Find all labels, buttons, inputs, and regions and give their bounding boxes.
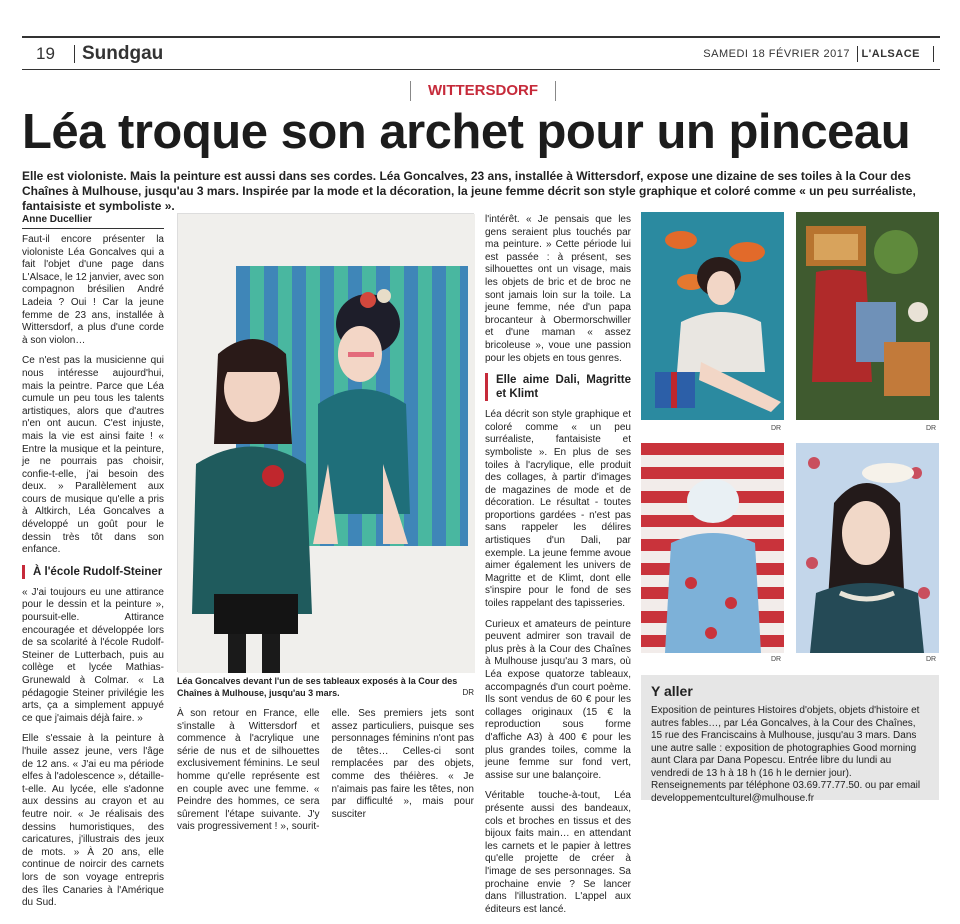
painting-credit: DR [771, 656, 782, 663]
paragraph: Elle s'essaie à la peinture à l'huile assez jeune, vers l'âge de 12 ans. « J'ai eu ma période elfes à l'adolescence », détaille-t-elle. Au lycée, elle s'adonne aux dessins au crayon et au feutre noir. « Je réalisais des dessins humoristiques, des caricatures, j'illustrais des jeux de mots. » À 20 ans, elle continue de noircir des carnets lors de son voyage entrepris des îles Canaries à l'Amérique du Sud. [22, 733, 164, 909]
photo-illustration [178, 214, 475, 673]
painting-collage [796, 212, 939, 420]
paragraph: Curieux et amateurs de peinture peuvent admirer son travail de plus près à la Cour des Chaînes à Mulhouse jusqu'au 3 mars, où Léa expose quatorze tableaux, accompagnés d'un court poème. Ils sont vendus de 60 € pour les collages originaux (15 € la reproduction sous forme d'affiche A3) à 400 € pour les plus grandes toiles, comme la jeune femme sur fond vert, assise sur une balançoire. [485, 618, 631, 781]
issue-date: SAMEDI 18 FÉVRIER 2017 [703, 48, 850, 60]
painting-credit: DR [926, 425, 937, 432]
header-divider [857, 46, 858, 62]
practical-info-box [641, 675, 939, 804]
painting-goldfish [641, 212, 784, 420]
subheading: À l'école Rudolf-Steiner [22, 565, 164, 579]
article-lead: Elle est violoniste. Mais la peinture est aussi dans ses cordes. Léa Goncalves, 23 ans, installée à Wittersdorf, expose une dizaine de ses toiles à la Cour des Chaînes à Mulhouse, jusqu'au 3 mars. Inspirée par la mode et la décoration, la jeune femme décrit son style graphique et coloré comme « un peu surréaliste, fantaisiste et symboliste ». [22, 169, 916, 213]
painting-teapot [641, 443, 784, 653]
header-divider [74, 45, 75, 63]
paragraph: Léa décrit son style graphique et coloré comme « un peu surréaliste, fantaisiste et symboliste ». En plus de ses toiles à l'acrylique, elle produit des collages, à partir d'images de magazines de mode et de décoration. Le résultat - toutes proportions gardées - n'est pas sans rappeler les délires artistiques d'un Dali, par exemple. La jeune femme avoue aimer également les univers de Magritte et de Klimt, dont elle s'inspire pour le fond de ses toiles rappelant des tapisseries. [485, 409, 631, 610]
header-divider [933, 46, 934, 62]
section-title: Sundgau [82, 43, 164, 64]
article-column-2 [177, 708, 474, 834]
painting-portrait [796, 443, 939, 653]
article-column-1 [22, 234, 164, 918]
infobox-text: Exposition de peintures Histoires d'objets, objets d'histoire et autres fables…, par Léa Goncalves, à la Cour des Chaînes, 15 rue des Franciscains à Mulhouse, jusqu'au 3 mars. Dans une autre salle : exposition de photographies Good morning aunt Clara par Dana Popescu. Entrée libre du lundi au vendredi de 13 h à 18 h (16 h le dernier jour). Renseignements par téléphone 03.69.77.77.50. ou par email developpementculturel@mulhouse.fr [651, 705, 921, 804]
caption-text: Léa Goncalves devant l'un de ses tableaux exposés à la Cour des Chaînes à Mulhouse, jusqu'au 3 mars. [177, 676, 458, 698]
paragraph: « J'ai toujours eu une attirance pour le dessin et la peinture », poursuit-elle. Attirance encouragée et développée lors de sa scolarité à l'école Rudolf-Steiner de Lutterbach, puis au collège et lycée Mathias-Grunewald à Colmar. « La pédagogie Steiner privilégie les arts, ça a simplement appuyé ce que j'aimais déjà faire. » [22, 586, 164, 724]
photo-credit: DR [462, 688, 474, 697]
page-number: 19 [36, 44, 55, 63]
photo-caption [177, 675, 474, 699]
article-headline: Léa troque son archet pour un pinceau [22, 105, 911, 159]
newspaper-name: L'ALSACE [861, 48, 920, 60]
paragraph: l'intérêt. « Je pensais que les gens seraient plus touchés par ma peinture. » Cette période lui est passée : à présent, ses silhouettes ont un visage, mais les objets de bric et de broc ne sont jamais loin sur la toile. La jeune femme, née d'un papa brocanteur à Obermorschwiller et d'une maman « assez bricoleuse », voue une passion pour les objets en tous genres. [485, 214, 631, 364]
painting-credit: DR [771, 425, 782, 432]
paragraph: Faut-il encore présenter la violoniste Léa Goncalves qui a fait l'objet d'une page dans L'Alsace, le 12 janvier, avec son compagnon brésilien André Ladeia ? Oui ! Car la jeune femme de 23 ans, installée à Wittersdorf, a plus d'une corde à son violon… [22, 234, 164, 346]
author-byline: Anne Ducellier [22, 214, 164, 229]
paragraph: Ce n'est pas la musicienne qui nous intéresse aujourd'hui, mais la peintre. Parce que Léa cumule un peu tous les talents artistiques, alors que d'autres n'en ont aucun. C'est injuste, mais la vie est ainsi faite ! « Entre la musique et la peinture, je ne pourrais pas choisir, confie-t-elle, j'ai besoin des deux. » Parallèlement aux cours de musique qu'elle a pris à Altkirch, Léa Goncalves a développé un goût pour le dessin très tôt dans son enfance. [22, 355, 164, 556]
page-header [22, 36, 940, 70]
main-photo [177, 213, 474, 672]
article-column-3 [485, 214, 631, 924]
infobox-title: Y aller [651, 683, 693, 699]
subheading: Elle aime Dali, Magritte et Klimt [485, 373, 631, 401]
painting-credit: DR [926, 656, 937, 663]
article-kicker: WITTERSDORF [410, 81, 556, 101]
paragraph: À son retour en France, elle s'installe à Wittersdorf et commence à l'acrylique une série de nus et de silhouettes exclusivement féminins. Le seul homme qu'elle représente est en couple avec une femme. « Peindre des hommes, ce sera sûrement l'étape suivante. J'y vais progressivement ! », sourit-elle. Ses premiers jets sont assez particuliers, puisque ses personnages féminins n'ont pas de têtes… Celles-ci sont remplacées par des objets, comme des théières. « Je n'aimais pas faire les têtes, non par difficulté », mais pour susciter [177, 708, 474, 833]
paragraph: Véritable touche-à-tout, Léa présente aussi des bandeaux, cols et broches en tissus et des bijoux faits main… en attendant les carnets et le papier à lettres qu'elle projette de créer à l'image de ses personnages. Sa prochaine envie ? Se lancer dans l'illustration. L'appel aux éditeurs est lancé. [485, 790, 631, 915]
